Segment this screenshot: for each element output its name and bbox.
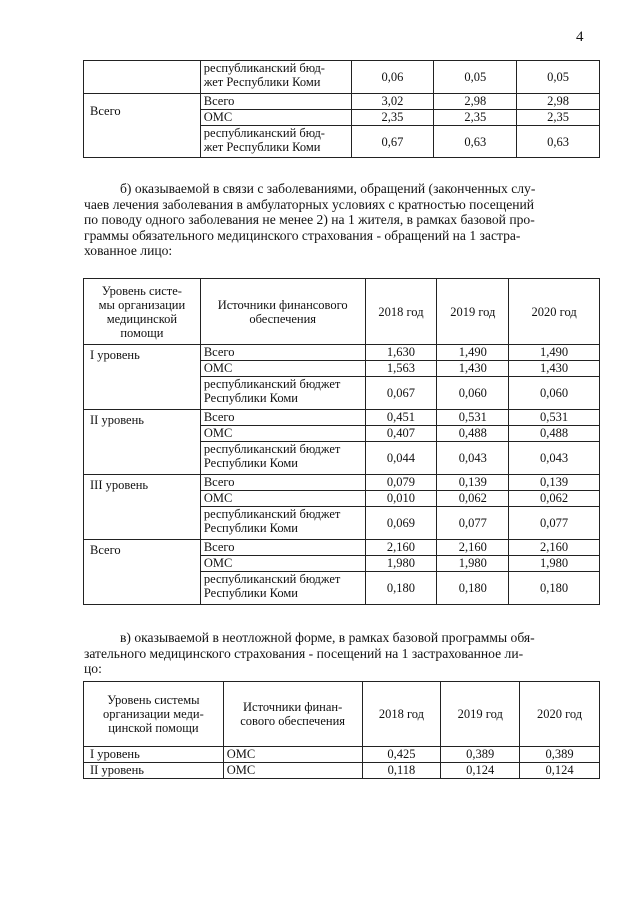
value-2019: 0,062	[437, 491, 509, 507]
value-2020: 1,980	[509, 556, 600, 572]
table-continuation	[83, 60, 600, 158]
header-2020: 2020 год	[509, 279, 600, 345]
source-cell: Всего	[200, 345, 365, 361]
source-cell: ОМС	[200, 556, 365, 572]
source-cell: республиканский бюджет Республики Коми	[200, 377, 365, 410]
table-urgent	[83, 681, 600, 779]
value-2019: 0,180	[437, 572, 509, 605]
value-2020: 0,060	[509, 377, 600, 410]
value-2019: 0,124	[441, 763, 520, 779]
header-level: Уровень системы организации меди- цинской помощи	[84, 682, 224, 747]
value-2019: 0,488	[437, 426, 509, 442]
level-cell: Всего	[84, 94, 201, 158]
value-2020: 1,490	[509, 345, 600, 361]
table-header-row	[84, 682, 600, 747]
value-2018: 0,425	[362, 747, 441, 763]
value-2018: 2,35	[351, 110, 434, 126]
value-2020: 0,043	[509, 442, 600, 475]
value-2018: 1,630	[365, 345, 437, 361]
source-cell: ОМС	[223, 747, 362, 763]
value-2018: 0,67	[351, 126, 434, 158]
paragraph-c: в) оказываемой в неотложной форме, в рамках базовой программы обя- зательного медицинского страхования - посещений на 1 застрахованное ли- цо:	[84, 630, 535, 676]
source-cell: Всего	[200, 410, 365, 426]
source-cell: республиканский бюд- жет Республики Коми	[200, 61, 351, 94]
table-header-row	[84, 279, 600, 345]
value-2019: 1,980	[437, 556, 509, 572]
value-2019: 2,160	[437, 540, 509, 556]
value-2018: 0,180	[365, 572, 437, 605]
value-2018: 0,069	[365, 507, 437, 540]
header-2018: 2018 год	[362, 682, 441, 747]
source-cell: республиканский бюд- жет Республики Коми	[200, 126, 351, 158]
value-2018: 1,563	[365, 361, 437, 377]
value-2018: 0,067	[365, 377, 437, 410]
source-cell: ОМС	[223, 763, 362, 779]
level-cell: II уровень	[84, 763, 224, 779]
value-2018: 1,980	[365, 556, 437, 572]
value-2018: 0,079	[365, 475, 437, 491]
source-cell: республиканский бюджет Республики Коми	[200, 507, 365, 540]
value-2019: 0,531	[437, 410, 509, 426]
source-cell: ОМС	[200, 110, 351, 126]
table-row	[84, 61, 600, 94]
value-2020: 0,389	[520, 747, 600, 763]
value-2019: 0,389	[441, 747, 520, 763]
level-cell	[84, 61, 201, 94]
value-2020: 2,160	[509, 540, 600, 556]
header-source: Источники финан- сового обеспечения	[223, 682, 362, 747]
value-2020: 0,124	[520, 763, 600, 779]
source-cell: республиканский бюджет Республики Коми	[200, 442, 365, 475]
source-cell: Всего	[200, 540, 365, 556]
value-2019: 0,060	[437, 377, 509, 410]
value-2020: 0,077	[509, 507, 600, 540]
value-2018: 0,010	[365, 491, 437, 507]
source-cell: ОМС	[200, 361, 365, 377]
table-row	[84, 763, 600, 779]
value-2019: 0,05	[434, 61, 517, 94]
value-2018: 0,407	[365, 426, 437, 442]
header-2019: 2019 год	[441, 682, 520, 747]
value-2019: 1,430	[437, 361, 509, 377]
value-2020: 0,531	[509, 410, 600, 426]
value-2018: 0,118	[362, 763, 441, 779]
source-cell: Всего	[200, 475, 365, 491]
value-2018: 0,06	[351, 61, 434, 94]
value-2018: 2,160	[365, 540, 437, 556]
value-2020: 0,63	[517, 126, 600, 158]
level-cell: III уровень	[84, 475, 201, 540]
value-2020: 2,98	[517, 94, 600, 110]
source-cell: ОМС	[200, 426, 365, 442]
page-number: 4	[576, 29, 584, 45]
value-2019: 0,043	[437, 442, 509, 475]
value-2019: 1,490	[437, 345, 509, 361]
table-row	[84, 94, 600, 110]
header-2018: 2018 год	[365, 279, 437, 345]
value-2020: 2,35	[517, 110, 600, 126]
table-row	[84, 345, 600, 361]
value-2019: 0,63	[434, 126, 517, 158]
header-2020: 2020 год	[520, 682, 600, 747]
table-row	[84, 540, 600, 556]
value-2020: 0,05	[517, 61, 600, 94]
value-2018: 0,044	[365, 442, 437, 475]
value-2020: 0,139	[509, 475, 600, 491]
value-2018: 3,02	[351, 94, 434, 110]
level-cell: II уровень	[84, 410, 201, 475]
paragraph-b: б) оказываемой в связи с заболеваниями, обращений (законченных слу- чаев лечения заболевания в амбулаторных условиях с кратностью посещений по поводу одного заболевания не менее 2) на 1 жителя, в рамках базовой про- граммы обязательного медицинского страхования - обращений на 1 застра- хованное лицо:	[84, 181, 536, 258]
value-2019: 0,077	[437, 507, 509, 540]
value-2020: 1,430	[509, 361, 600, 377]
value-2020: 0,180	[509, 572, 600, 605]
value-2019: 2,98	[434, 94, 517, 110]
header-2019: 2019 год	[437, 279, 509, 345]
value-2020: 0,062	[509, 491, 600, 507]
level-cell: I уровень	[84, 747, 224, 763]
source-cell: Всего	[200, 94, 351, 110]
value-2019: 0,139	[437, 475, 509, 491]
level-cell: I уровень	[84, 345, 201, 410]
table-row	[84, 475, 600, 491]
source-cell: республиканский бюджет Республики Коми	[200, 572, 365, 605]
value-2018: 0,451	[365, 410, 437, 426]
header-source: Источники финансового обеспечения	[200, 279, 365, 345]
value-2020: 0,488	[509, 426, 600, 442]
table-row	[84, 747, 600, 763]
table-row	[84, 410, 600, 426]
source-cell: ОМС	[200, 491, 365, 507]
level-cell: Всего	[84, 540, 201, 605]
value-2019: 2,35	[434, 110, 517, 126]
table-appeals	[83, 278, 600, 605]
header-level: Уровень систе- мы организации медицинской помощи	[84, 279, 201, 345]
